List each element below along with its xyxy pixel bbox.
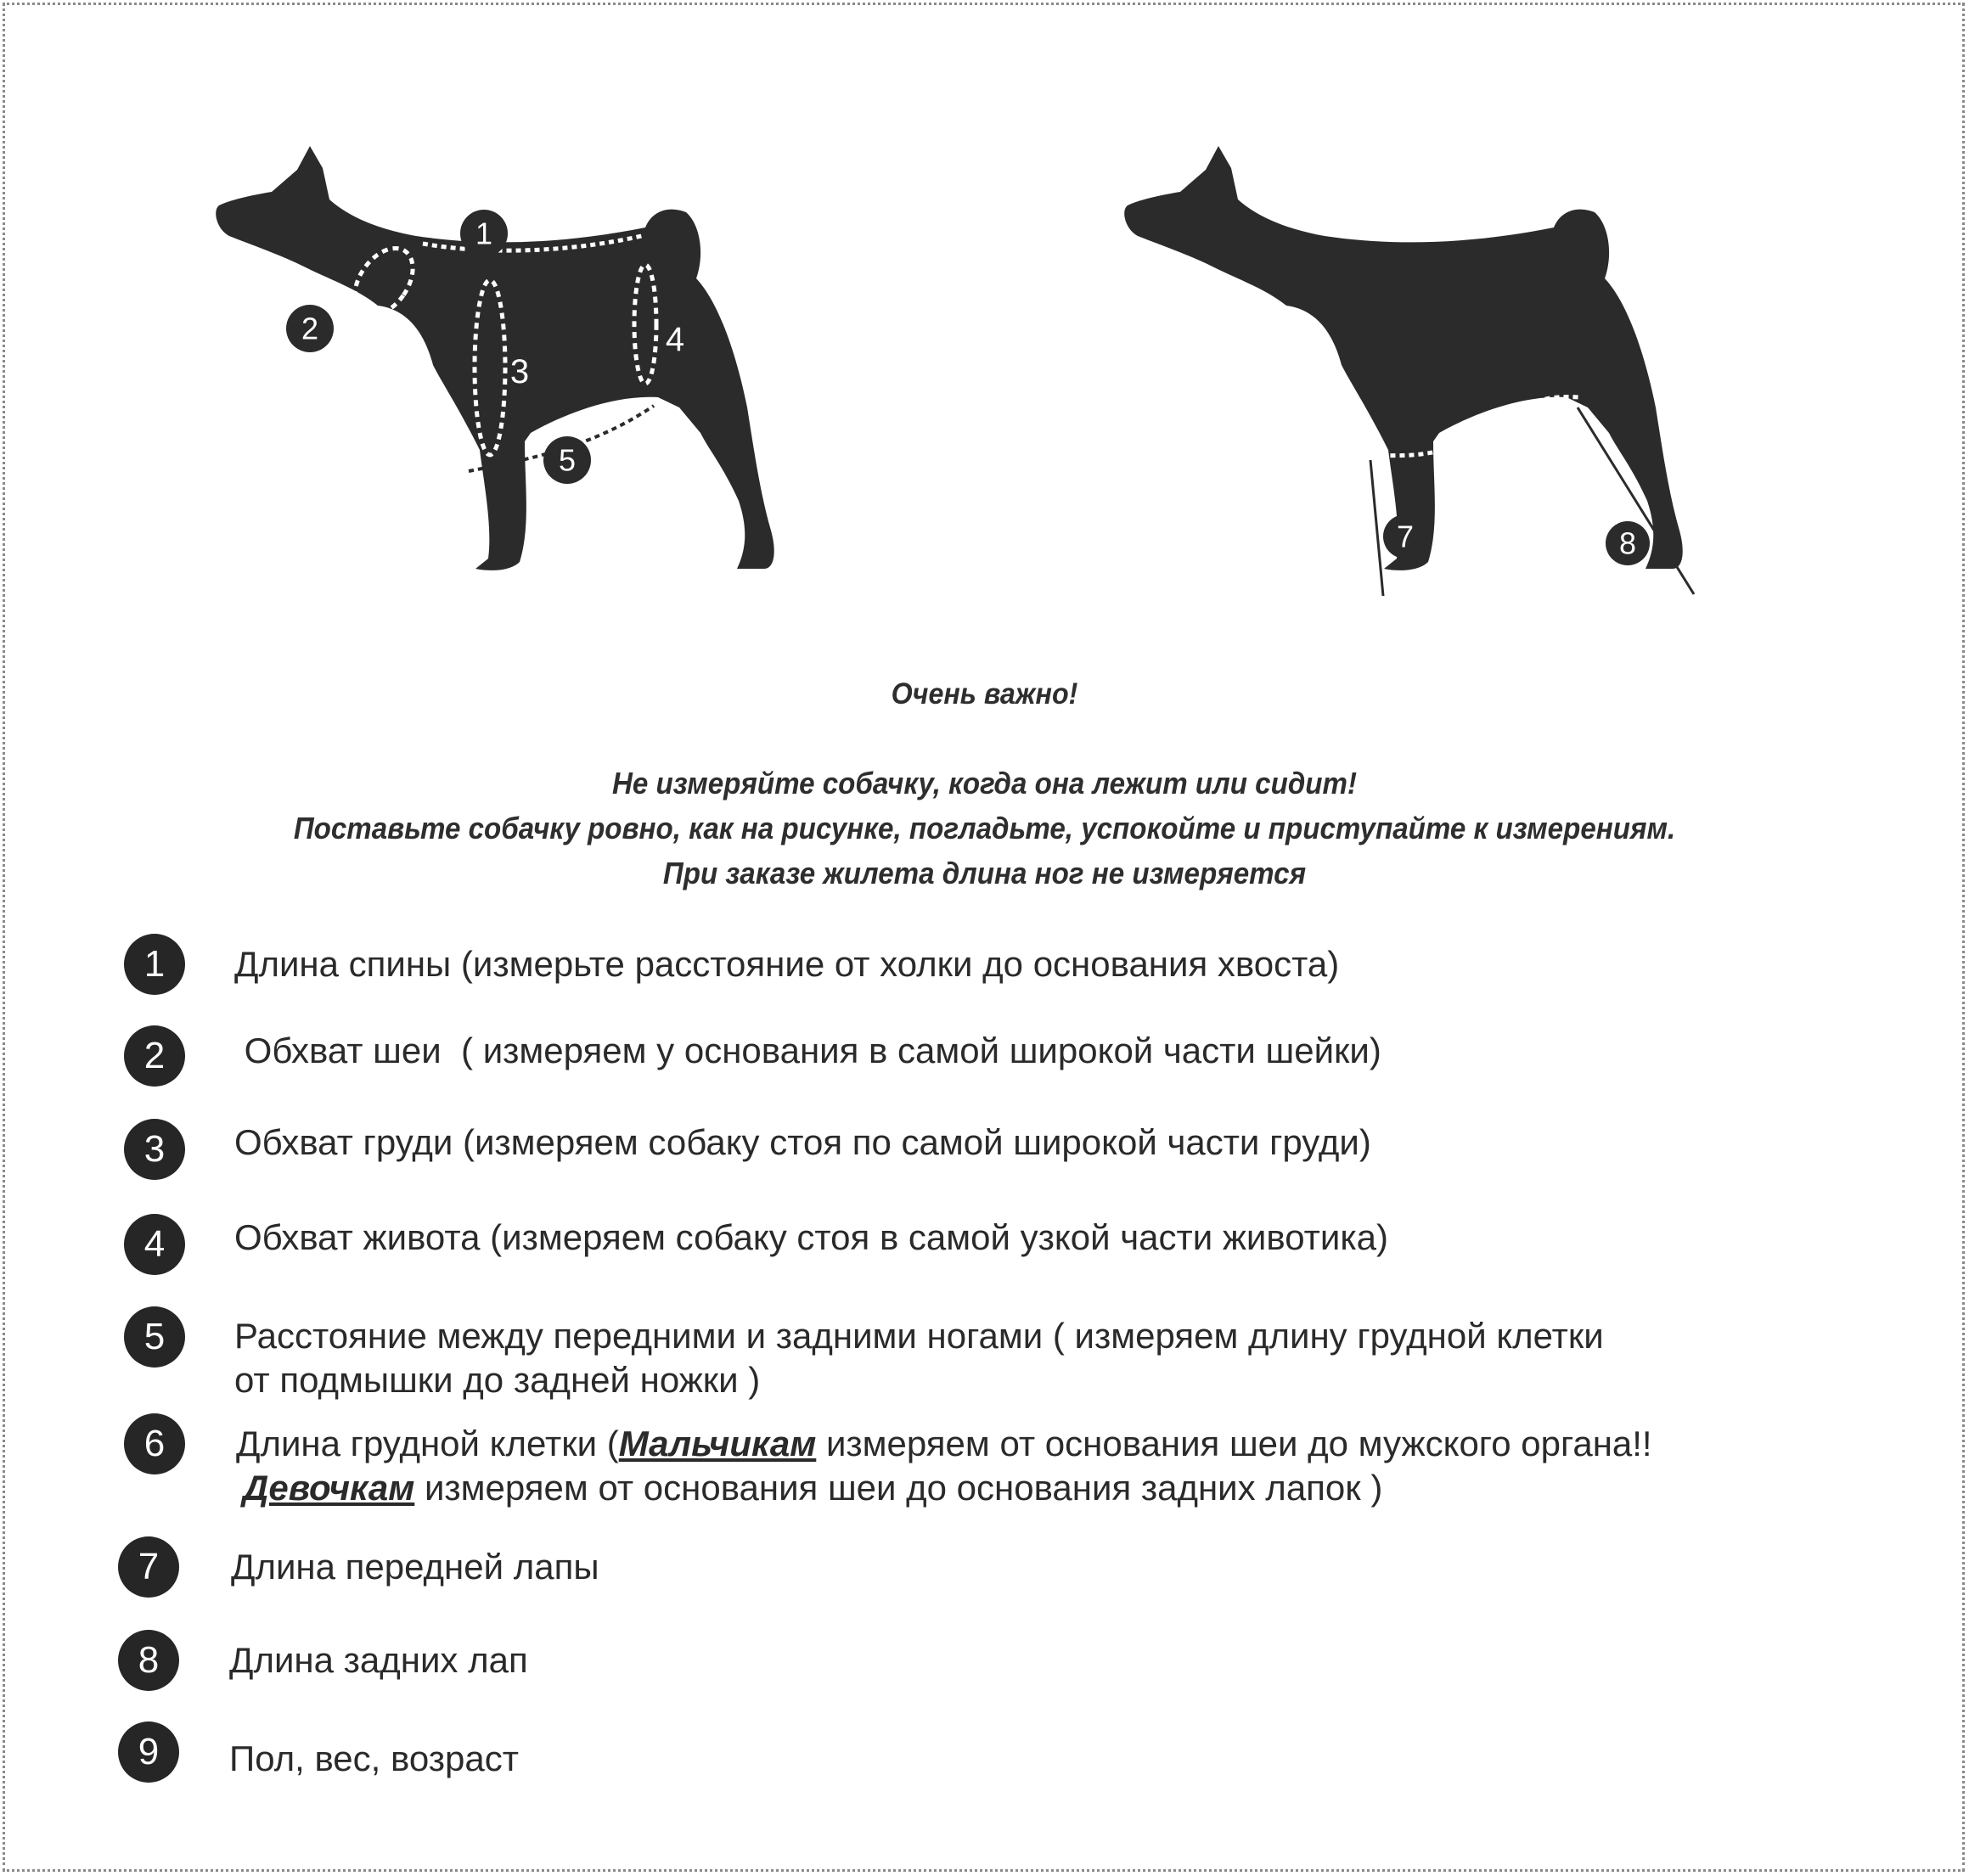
measurement-item-1: [0, 934, 1969, 1010]
marker-5: 5: [558, 442, 577, 478]
measurement-item-7: [0, 1536, 1969, 1613]
measurement-item-6: [0, 1413, 1969, 1515]
number-badge: 8: [118, 1630, 179, 1691]
marker-8: 8: [1618, 525, 1637, 561]
number-badge: 3: [124, 1119, 185, 1180]
marker-1: 1: [475, 216, 493, 251]
number-badge: 2: [124, 1025, 185, 1087]
measurement-text: Длина передней лапы: [231, 1547, 599, 1587]
measurement-text: Обхват живота (измеряем собаку стоя в самой узкой части животика): [234, 1217, 1389, 1257]
measurement-item-4: [0, 1214, 1969, 1290]
important-line-2: Поставьте собачку ровно, как на рисунке, погладьте, успокойте и приступайте к измерениям.: [293, 811, 1676, 845]
measurement-text-line-1: Расстояние между передними и задними ногами ( измеряем длину грудной клетки: [234, 1316, 1604, 1356]
measurement-text: Длина задних лап: [229, 1640, 528, 1680]
marker-7: 7: [1396, 519, 1415, 554]
text-part: Длина грудной клетки (: [236, 1424, 619, 1463]
measurement-text: Обхват шеи ( измеряем у основания в самой широкой части шейки): [234, 1031, 1381, 1070]
important-line-1: Не измеряйте собачку, когда она лежит или сидит!: [611, 766, 1358, 800]
measurement-item-9: [0, 1722, 1969, 1798]
emphasis-girls: Девочкам: [243, 1468, 415, 1508]
dog-silhouette: [1124, 146, 1683, 570]
number-badge: 1: [124, 934, 185, 995]
number-badge: 5: [124, 1306, 185, 1368]
measurement-item-5: [0, 1306, 1969, 1408]
measurement-text-line-2: [243, 1466, 1382, 1510]
measurement-text: Длина спины (измерьте расстояние от холки до основания хвоста): [234, 944, 1340, 984]
text-part: измеряем от основания шеи до мужского органа!!: [816, 1424, 1652, 1463]
emphasis-boys: Мальчикам: [618, 1424, 817, 1463]
dog-silhouette: [216, 146, 774, 570]
number-badge: 4: [124, 1214, 185, 1275]
marker-2: 2: [301, 311, 319, 346]
measurement-item-3: [0, 1119, 1969, 1195]
text-part: измеряем от основания шеи до основания задних лапок ): [414, 1468, 1383, 1508]
measure-line-front-leg: [1370, 460, 1383, 596]
measurement-item-2: [0, 1025, 1969, 1102]
number-badge: 9: [118, 1722, 179, 1783]
dog-diagram-length-measurements: [1112, 127, 1775, 671]
measurement-text: Обхват груди (измеряем собаку стоя по самой широкой части груди): [234, 1122, 1371, 1162]
measurement-text-line-1: [236, 1422, 1652, 1466]
number-badge: 7: [118, 1536, 179, 1598]
measurement-text: Пол, вес, возраст: [229, 1738, 519, 1778]
dog-diagram-upper-measurements: [204, 127, 866, 671]
marker-6: 6: [1488, 424, 1509, 462]
measurement-item-8: [0, 1630, 1969, 1706]
important-title: Очень важно!: [891, 677, 1078, 711]
important-line-3: При заказе жилета длина ног не измеряется: [662, 856, 1307, 890]
marker-4: 4: [665, 321, 685, 358]
number-badge: 6: [124, 1413, 185, 1474]
measurement-text-line-2: от подмышки до задней ножки ): [234, 1360, 761, 1400]
marker-3: 3: [509, 353, 530, 390]
